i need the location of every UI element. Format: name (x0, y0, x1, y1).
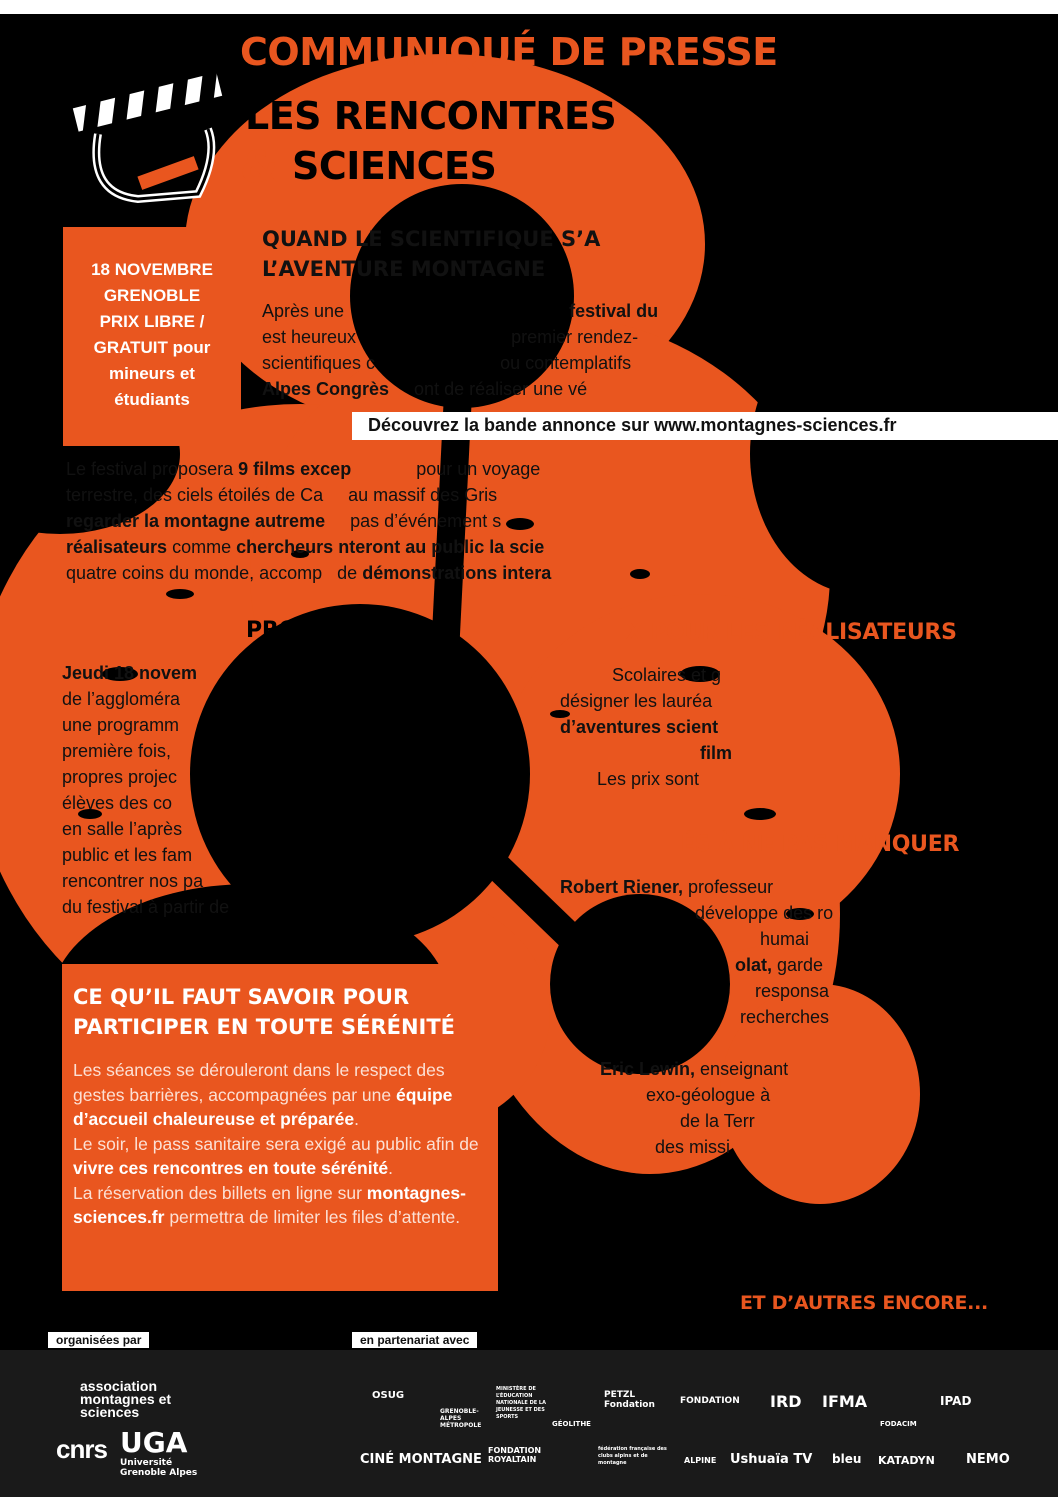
invites-role-2: garde (777, 955, 824, 975)
info-text-1: Les séances se dérouleront dans le respect des gestes barrières, accompagnées par une (73, 1060, 445, 1105)
intro-text-e: scientifiques c (262, 353, 376, 373)
invites-line10: des missi (655, 1137, 731, 1157)
ifma-logo: IFMA (822, 1392, 868, 1411)
invites-line1 (560, 874, 773, 900)
festival-text-l: quatre coins du monde, accomp (66, 563, 323, 583)
prix-line4: film (700, 743, 733, 763)
alpine-logo: ALPINE (684, 1456, 717, 1465)
organised-by-label: organisées par (48, 1332, 149, 1348)
invites-role-1: professeur (688, 877, 774, 897)
invites-line6: recherches (740, 1007, 830, 1027)
info-paragraph-3 (73, 1181, 488, 1230)
petzl-logo: PETZL Fondation (604, 1390, 655, 1410)
projections-line5: propres projec (62, 767, 178, 787)
info-paragraph-1 (73, 1058, 488, 1132)
festival-text-c: pour un voyage (416, 459, 541, 479)
info-text-1-bold: équipe d’accueil chaleureuse et préparée (73, 1084, 453, 1129)
prix-heading: X POUR LES RÉALISATEURS (626, 620, 957, 645)
invites-line9: de la Terr (680, 1111, 755, 1131)
intro-text-c: est heureux (262, 327, 357, 347)
info-text-3-end: permettra de limiter les files d’attente. (164, 1207, 461, 1227)
projections-line8: public et les fam (62, 845, 193, 865)
intro-text-line3 (262, 350, 631, 376)
fondation-logo: FONDATION (680, 1396, 740, 1406)
partners-label: en partenariat avec (352, 1332, 477, 1348)
info-text-2-end: . (388, 1158, 394, 1178)
festival-text-e: au massif des Gris (348, 485, 498, 505)
festival-text-i: comme (172, 537, 232, 557)
royaltain-logo: FONDATION ROYALTAIN (488, 1446, 542, 1464)
projections-line7: en salle l’après (62, 819, 183, 839)
invites-line3: humai (760, 929, 810, 949)
info-text-3: La réservation des billets en ligne sur (73, 1182, 367, 1203)
invites-name-2: olat, (735, 955, 773, 975)
fodacim-logo: FODACIM (880, 1420, 917, 1428)
festival-text-line3 (66, 508, 501, 534)
uga-logo: UGA (120, 1426, 188, 1459)
clapperboard-icon (68, 54, 228, 204)
intro-text-b: festival du (569, 301, 659, 321)
festival-text-k: nteront au public la scie (338, 537, 545, 557)
intro-text-h: ont de réaliser une vé (414, 379, 588, 399)
invites-role-3: enseignant (700, 1059, 789, 1079)
intro-text-g: Alpes Congrès (262, 379, 390, 399)
intro-text-line4 (262, 376, 587, 402)
prix-line2: désigner les lauréa (560, 691, 713, 711)
projections-line4: première fois, (62, 741, 172, 761)
festival-text-f: regarder la montagne autreme (66, 511, 326, 531)
ffcam-logo: fédération française des clubs alpins et de montagne (598, 1446, 667, 1466)
cine-montagne-logo: CINÉ MONTAGNE (360, 1452, 482, 1467)
intro-heading-2: L’AVENTURE MONTAGNE (262, 257, 546, 281)
intro-text-d: premier rendez- (511, 327, 639, 347)
ushuaia-logo: Ushuaïa TV (730, 1452, 813, 1467)
uga-subtitle: Université Grenoble Alpes (120, 1458, 198, 1478)
intro-heading: QUAND LE SCIENTIFIQUE S’A (262, 227, 601, 251)
festival-text-m: de (337, 563, 358, 583)
ird-logo: IRD (770, 1392, 802, 1411)
covid-info-box (62, 964, 498, 1291)
projections-line1: Jeudi 18 novem (62, 663, 198, 683)
association-logo: association montagnes et sciences (80, 1378, 172, 1420)
cnrs-logo: cnrs (56, 1434, 107, 1464)
price-line: PRIX LIBRE / (99, 312, 205, 331)
festival-text-h: réalisateurs (66, 537, 168, 557)
prix-line1: Scolaires et g (612, 665, 722, 685)
katadyn-logo: KATADYN (878, 1454, 935, 1467)
city-line: GRENOBLE (103, 286, 201, 305)
partners-footer (0, 1350, 1058, 1497)
nemo-logo: NEMO (966, 1452, 1010, 1467)
event-title-sciences: SCIENCES (292, 144, 497, 188)
festival-text-line5 (66, 560, 551, 586)
ampersand-mark: & (240, 142, 278, 193)
projections-line6: élèves des co (62, 793, 173, 813)
info-text-2: Le soir, le pass sanitaire sera exigé au public afin de (73, 1133, 479, 1154)
info-text-2-bold: vivre ces rencontres en toute sérénité (73, 1158, 389, 1178)
date-line: 18 NOVEMBRE (91, 260, 213, 279)
date-info-box (63, 227, 241, 446)
info-paragraph-2 (73, 1132, 488, 1181)
trailer-link[interactable]: Découvrez la bande annonce sur www.montagnes-sciences.fr (368, 415, 897, 435)
festival-text-line1 (66, 456, 540, 482)
festival-text-a: Le festival proposera (66, 459, 234, 479)
free-line: GRATUIT pour (93, 338, 211, 357)
geolithe-logo: GÉOLITHE (552, 1420, 591, 1428)
festival-text-j: chercheurs (236, 537, 334, 557)
invites-name-3: Eric Lewin, (600, 1059, 696, 1079)
audience-line-2: étudiants (114, 390, 190, 409)
osug-logo: OSUG (372, 1390, 405, 1401)
press-release-title: COMMUNIQUÉ DE PRESSE (240, 30, 778, 74)
festival-text-g: pas d’événement s (350, 511, 502, 531)
intro-text (262, 298, 658, 324)
projections-heading: PROJECTIONS (246, 618, 410, 643)
invites-name-1: Robert Riener, (560, 877, 684, 897)
more-guests-note: ET D’AUTRES ENCORE... (740, 1292, 988, 1314)
prix-line5: Les prix sont (597, 769, 700, 789)
invites-line4 (735, 952, 823, 978)
festival-text-line4 (66, 534, 544, 560)
festival-text-b: 9 films excep (238, 459, 352, 479)
event-title-line: LES RENCONTRES (245, 94, 617, 138)
press-release-poster (0, 14, 1058, 1497)
intro-text-a: Après une (262, 301, 345, 321)
projections-line3: une programm (62, 715, 180, 735)
projections-line9: rencontrer nos pa (62, 871, 204, 891)
intro-text-line2 (262, 324, 638, 350)
info-heading: CE QU’IL FAUT SAVOIR POUR PARTICIPER EN TOUTE SÉRÉNITÉ (73, 985, 456, 1039)
projections-line10: du festival à partir de (62, 897, 230, 917)
ipad-logo: IPAD (940, 1394, 972, 1408)
invites-line7 (600, 1056, 788, 1082)
projections-line2: de l’aggloméra (62, 689, 181, 709)
ministere-logo: MINISTÈRE DE L’ÉDUCATION NATIONALE DE LA JEUNESSE ET DES SPORTS (496, 1386, 546, 1420)
festival-text-line2 (66, 482, 497, 508)
festival-text-d: terrestre, des ciels étoilés de Ca (66, 485, 324, 505)
intro-text-f: ou contemplatifs (500, 353, 632, 373)
festival-text-n: démonstrations intera (362, 563, 552, 583)
info-text-1-end: . (354, 1109, 359, 1129)
invites-line2: développe des ro (695, 903, 834, 923)
metropole-logo: GRENOBLE-ALPES MÉTROPOLE (440, 1408, 482, 1429)
bleu-logo: bleu (832, 1452, 862, 1466)
invites-line5: responsa (755, 981, 830, 1001)
invites-heading: ÉS À NE PAS MANQUER (680, 832, 960, 857)
info-link[interactable]: montagnes-sciences.fr (73, 1182, 466, 1227)
audience-line: mineurs et (109, 364, 195, 383)
prix-line3: d’aventures scient (560, 717, 719, 737)
invites-line8: exo-géologue à (646, 1085, 771, 1105)
